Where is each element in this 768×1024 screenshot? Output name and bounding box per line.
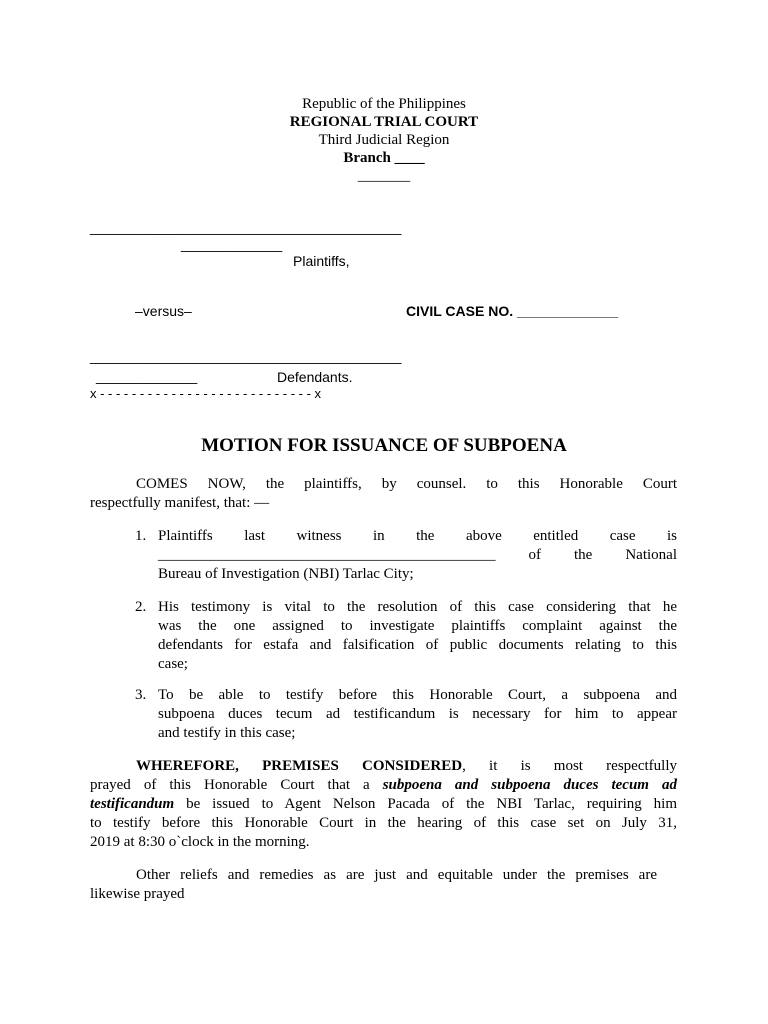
header-country: Republic of the Philippines — [302, 96, 466, 112]
item-1-line-3: Bureau of Investigation (NBI) Tarlac City; — [158, 566, 414, 582]
prayer-line-1-rest: , it is most respectfully — [462, 758, 677, 774]
defendant-name-line-2: _____________ — [96, 368, 198, 384]
prayer-subpoena-phrase: subpoena and subpoena duces tecum ad — [382, 777, 677, 793]
defendant-name-line-1: ________________________________________ — [90, 348, 402, 364]
prayer-line-1 — [136, 757, 677, 776]
plaintiffs-label: Plaintiffs, — [293, 253, 350, 269]
header-region: Third Judicial Region — [318, 132, 450, 148]
item-1-line-1: Plaintiffs last witness in the above entitled case is — [158, 528, 677, 544]
item-1-line-2: _____________________________________________ of the National — [158, 547, 677, 563]
header-court: REGIONAL TRIAL COURT — [289, 114, 479, 130]
reliefs-line-2: likewise prayed — [90, 886, 185, 902]
item-2-line-3: defendants for estafa and falsification of public documents relating to this — [158, 637, 677, 653]
item-2-line-2: was the one assigned to investigate plaintiffs complaint against the — [158, 618, 677, 634]
document-title: MOTION FOR ISSUANCE OF SUBPOENA — [201, 435, 567, 456]
prayer-line-4: to testify before this Honorable Court in the hearing of this case set on July 31, — [90, 815, 677, 831]
prayer-line-3 — [90, 795, 677, 814]
plaintiff-name-line-2: _____________ — [181, 236, 283, 252]
header-branch: Branch ____ — [343, 150, 425, 166]
item-3-line-2: subpoena duces tecum ad testificandum is necessary for him to appear — [158, 706, 677, 722]
prayer-line-5: 2019 at 8:30 o`clock in the morning. — [90, 834, 310, 850]
reliefs-line-1: Other reliefs and remedies as are just and equitable under the premises are — [136, 867, 657, 883]
defendants-label: Defendants. — [277, 369, 353, 385]
item-2-line-1: His testimony is vital to the resolution of this case considering that he — [158, 599, 677, 615]
header-blank: _______ — [357, 168, 411, 184]
prayer-lead: WHEREFORE, PREMISES CONSIDERED — [136, 758, 463, 774]
item-number: 3. — [135, 687, 147, 703]
item-3-line-3: and testify in this case; — [158, 725, 296, 741]
prayer-line-2-start: prayed of this Honorable Court that a — [90, 777, 383, 793]
civil-case-number: CIVIL CASE NO. _____________ — [406, 303, 619, 319]
intro-line-2: respectfully manifest, that: — — [90, 495, 270, 511]
prayer-testificandum: testificandum — [90, 796, 175, 812]
versus-label: –versus– — [135, 303, 192, 319]
item-3-line-1: To be able to testify before this Honorable Court, a subpoena and — [158, 687, 677, 703]
prayer-line-2 — [90, 776, 677, 795]
item-number: 2. — [135, 599, 147, 615]
intro-line-1: COMES NOW, the plaintiffs, by counsel. to this Honorable Court — [136, 476, 677, 492]
prayer-line-3-rest: be issued to Agent Nelson Pacada of the NBI Tarlac, requiring him — [174, 796, 677, 812]
item-2-line-4: case; — [158, 656, 188, 672]
caption-separator: x - - - - - - - - - - - - - - - - - - - - - - - - - - - x — [90, 386, 322, 401]
item-number: 1. — [135, 528, 147, 544]
plaintiff-name-line-1: ________________________________________ — [90, 219, 402, 235]
